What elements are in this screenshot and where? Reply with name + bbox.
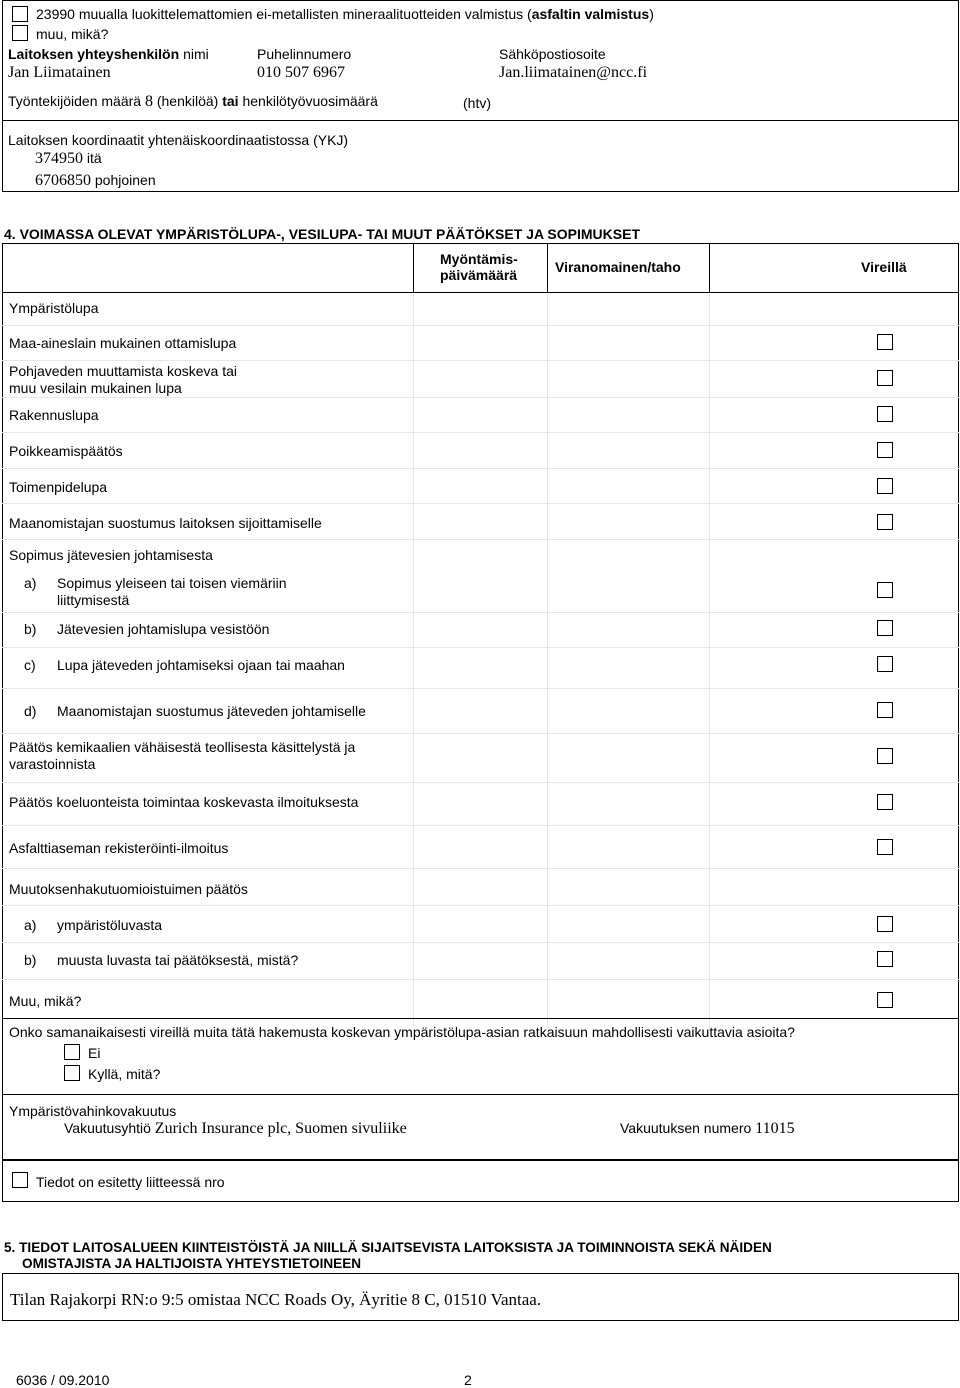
row-ditch-discharge-permit: Lupa jäteveden johtamiseksi ojaan tai maahan [57,657,345,673]
pending-checkbox-r9[interactable] [877,748,893,764]
asphalt-option-label: 23990 muualla luokittelemattomien ei-metallisten mineraalituotteiden valmistus (asfaltin valmistus) [36,6,654,22]
employees-value: 8 [144,93,153,110]
grid-row [2,647,959,648]
grid-row [2,942,959,943]
other-option-checkbox[interactable] [12,25,28,41]
row-wastewater-agreement: Sopimus jätevesien johtamisesta [9,547,213,563]
table-bottom-line [2,1018,959,1019]
pending-checkbox-r10[interactable] [877,794,893,810]
grid-row [2,825,959,826]
row-8c-letter: c) [24,657,36,673]
htv-label: (htv) [463,95,491,111]
other-option-label: muu, mikä? [36,26,109,42]
grid-row [2,325,959,326]
pending-checkbox-r13[interactable] [877,992,893,1008]
pending-checkbox-r11[interactable] [877,839,893,855]
top-divider [2,120,959,121]
simultaneous-no-label: Ei [88,1045,101,1061]
attachment-checkbox[interactable] [12,1172,28,1188]
row-8d-letter: d) [24,703,37,719]
section4-title: 4. VOIMASSA OLEVAT YMPÄRISTÖLUPA-, VESILUPA- TAI MUUT PÄÄTÖKSET JA SOPIMUKSET [4,226,641,242]
row-12b-letter: b) [24,952,37,968]
section5-title-line2: OMISTAJISTA JA HALTIJOISTA YHTEYSTIETOINEEN [22,1256,362,1271]
email-label: Sähköpostiosoite [499,46,606,62]
grid-row [2,979,959,980]
pending-checkbox-r6[interactable] [877,478,893,494]
row-trial-activity-decision: Päätös koeluonteista toimintaa koskevasta ilmoituksesta [9,794,359,810]
header-bottom-line [2,292,959,293]
section5-title-line1: 5. TIEDOT LAITOSALUEEN KIINTEISTÖISTÄ JA NIILLÄ SIJAITSEVISTA LAITOKSISTA JA TOIMINNOISTA SEKÄ NÄIDEN [4,1240,772,1255]
attachment-label: Tiedot on esitetty liitteessä nro [36,1174,225,1190]
header-divider-1 [413,243,414,293]
row-soil-extraction-permit: Maa-aineslain mukainen ottamislupa [9,335,237,351]
policy-row: Vakuutuksen numero 11015 [620,1120,795,1137]
grid-row [2,468,959,469]
col-header-authority: Viranomainen/taho [555,259,681,275]
grid-row [2,782,959,783]
row-exemption-decision: Poikkeamispäätös [9,443,123,459]
grid-col-1 [413,293,414,1028]
simultaneous-yes-checkbox[interactable] [64,1065,80,1081]
grid-row [2,868,959,869]
col-header-pending: Vireillä [861,259,907,275]
simultaneous-yes-label: Kyllä, mitä? [88,1066,161,1082]
row-8b-letter: b) [24,621,37,637]
pending-checkbox-r7[interactable] [877,514,893,530]
employees-row: Työntekijöiden määrä 8 (henkilöä) tai henkilötyövuosimäärä [8,93,378,110]
insurance-label: Ympäristövahinkovakuutus [9,1103,177,1119]
pending-checkbox-r2[interactable] [877,334,893,350]
grid-row [2,503,959,504]
pending-checkbox-r12a[interactable] [877,916,893,932]
grid-row [2,432,959,433]
grid-col-3 [709,293,710,1028]
insurer-value: Zurich Insurance plc, Suomen sivuliike [154,1120,407,1137]
row-12a-letter: a) [24,917,37,933]
row-environmental-permit: Ympäristölupa [9,300,99,316]
row-other: Muu, mikä? [9,993,82,1009]
pending-checkbox-r12b[interactable] [877,951,893,967]
row-appeal-court-decision: Muutoksenhakutuomioistuimen päätös [9,881,248,897]
grid-row [2,733,959,734]
insurance-top-line [2,1094,959,1095]
grid-row [2,612,959,613]
row-landowner-wastewater-consent: Maanomistajan suostumus jäteveden johtamiselle [57,703,366,719]
pending-checkbox-r8c[interactable] [877,656,893,672]
email-value: Jan.liimatainen@ncc.fi [499,64,648,81]
phone-label: Puhelinnumero [257,46,352,62]
pending-checkbox-r8a[interactable] [877,582,893,598]
contact-name-label: Laitoksen yhteyshenkilön nimi [8,46,209,62]
page-number: 2 [464,1372,472,1388]
form-code: 6036 / 09.2010 [16,1372,110,1388]
section5-content: Tilan Rajakorpi RN:o 9:5 omistaa NCC Roads Oy, Äyritie 8 C, 01510 Vantaa. [10,1290,542,1309]
row-wastewater-discharge-permit: Jätevesien johtamislupa vesistöön [57,621,270,637]
pending-checkbox-r8d[interactable] [877,702,893,718]
row-groundwater-permit: Pohjaveden muuttamista koskeva tai muu vesilain mukainen lupa [9,363,238,396]
grid-row [2,688,959,689]
row-chemicals-decision: Päätös kemikaalien vähäisestä teollisesta käsittelystä ja varastoinnista [9,739,356,772]
col-header-date: Myöntämis- päivämäärä [440,251,518,283]
coordinate-north: 6706850 pohjoinen [35,172,156,189]
grid-row [2,539,959,540]
grid-row [2,905,959,906]
grid-row [2,360,959,361]
simultaneous-no-checkbox[interactable] [64,1044,80,1060]
pending-checkbox-r8b[interactable] [877,620,893,636]
policy-value: 11015 [755,1120,795,1137]
insurer-row: Vakuutusyhtiö Zurich Insurance plc, Suomen sivuliike [64,1120,407,1137]
asphalt-checkbox[interactable] [12,6,28,22]
grid-row [2,397,959,398]
coordinates-label: Laitoksen koordinaatit yhtenäiskoordinaatistossa (YKJ) [8,132,349,148]
simultaneous-question: Onko samanaikaisesti vireillä muita tätä hakemusta koskevan ympäristölupa-asian ratkaisuun mahdollisesti vaikuttavia asioita? [9,1024,795,1040]
row-env-permit-appeal: ympäristöluvasta [57,917,163,933]
row-sewer-agreement: Sopimus yleiseen tai toisen viemäriin liittymisestä [57,575,287,608]
row-landowner-consent: Maanomistajan suostumus laitoksen sijoittamiselle [9,515,322,531]
grid-col-2 [547,293,548,1028]
pending-checkbox-r5[interactable] [877,442,893,458]
row-8a-letter: a) [24,575,37,591]
phone-value: 010 507 6967 [257,64,345,81]
row-other-permit-appeal: muusta luvasta tai päätöksestä, mistä? [57,952,299,968]
row-building-permit: Rakennuslupa [9,407,99,423]
header-divider-3 [709,243,710,293]
pending-checkbox-r3[interactable] [877,370,893,386]
contact-name-value: Jan Liimatainen [8,64,111,81]
coordinate-east: 374950 itä [35,150,102,167]
row-action-permit: Toimenpidelupa [9,479,108,495]
pending-checkbox-r4[interactable] [877,406,893,422]
header-divider-2 [547,243,548,293]
row-asphalt-registration: Asfalttiaseman rekisteröinti-ilmoitus [9,840,229,856]
